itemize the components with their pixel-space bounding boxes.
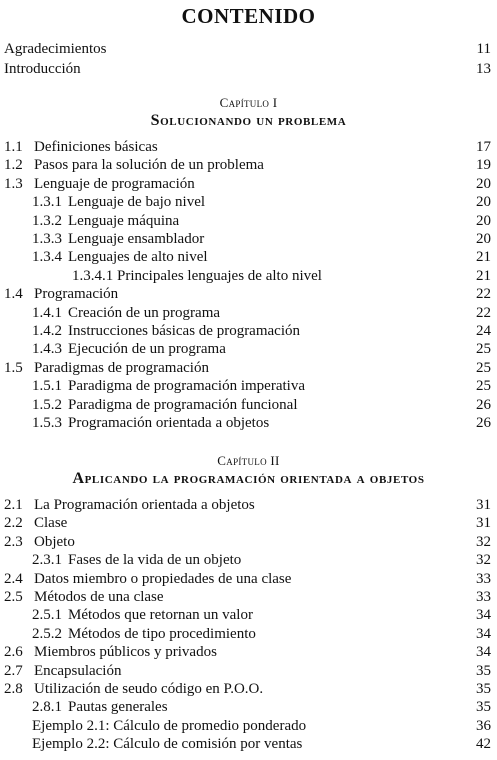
entry-page-number: 20 bbox=[476, 212, 491, 229]
entry-title: Creación de un programa bbox=[68, 304, 221, 321]
toc-entry bbox=[4, 340, 491, 358]
entry-title: Paradigma de programación imperativa bbox=[68, 378, 305, 395]
entry-title: Ejecución de un programa bbox=[68, 341, 226, 358]
entry-title: Métodos de tipo procedimiento bbox=[68, 625, 256, 642]
entry-number: 2.3 bbox=[4, 533, 23, 550]
entry-title: Ejemplo 2.1: Cálculo de promedio ponderado bbox=[32, 717, 307, 734]
entry-number: 2.3.1 bbox=[32, 552, 62, 569]
toc-entry bbox=[4, 156, 491, 174]
entry-number: 2.5.1 bbox=[32, 607, 62, 624]
toc-entry bbox=[4, 322, 491, 340]
entry-title: Programación bbox=[34, 286, 119, 303]
entry-number: 1.5 bbox=[4, 359, 23, 376]
entry-title: Clase bbox=[34, 515, 68, 532]
entry-number: 1.3 bbox=[4, 175, 23, 192]
entry-number: 2.8.1 bbox=[32, 699, 62, 716]
entry-page-number: 36 bbox=[476, 717, 491, 734]
entry-page-number: 33 bbox=[476, 589, 491, 605]
entry-page-number: 20 bbox=[476, 231, 491, 247]
entry-page-number: 31 bbox=[476, 497, 491, 513]
entry-page-number: 32 bbox=[476, 552, 491, 569]
entry-page-number: 19 bbox=[476, 157, 491, 174]
entry-title: Pautas generales bbox=[68, 699, 168, 716]
entry-title: Miembros públicos y privados bbox=[34, 644, 217, 661]
entry-title: Instrucciones básicas de programación bbox=[68, 323, 300, 339]
toc-entry bbox=[4, 496, 491, 514]
entry-title: Agradecimientos bbox=[4, 41, 107, 57]
chapter-title: Aplicando la programación orientada a objetos bbox=[72, 470, 425, 487]
front-matter-entry bbox=[4, 60, 491, 78]
entry-title: Lenguaje de bajo nivel bbox=[68, 194, 206, 211]
entry-number: 1.4.3 bbox=[32, 341, 62, 358]
toc-entry bbox=[4, 717, 491, 735]
chapter-title: Solucionando un problema bbox=[150, 112, 347, 129]
entry-page-number: 32 bbox=[476, 533, 491, 550]
entry-title: Lenguaje máquina bbox=[68, 212, 180, 229]
toc-entry bbox=[4, 735, 491, 753]
entry-page-number: 42 bbox=[476, 736, 491, 753]
toc-entry bbox=[4, 248, 491, 266]
entry-page-number: 35 bbox=[476, 699, 491, 716]
entry-page-number: 11 bbox=[476, 41, 491, 57]
entry-page-number: 34 bbox=[476, 644, 491, 661]
chapter-label: Capítulo I bbox=[219, 95, 278, 110]
entry-title: Introducción bbox=[4, 60, 81, 77]
entry-number: 1.3.4.1 bbox=[72, 267, 114, 284]
entry-number: 1.4.2 bbox=[32, 323, 62, 339]
entry-title: Métodos de una clase bbox=[34, 589, 164, 605]
toc-entry bbox=[4, 662, 491, 680]
entry-number: 2.6 bbox=[4, 644, 23, 661]
entry-number: 2.5.2 bbox=[32, 625, 62, 642]
entry-title: Pasos para la solución de un problema bbox=[34, 157, 264, 174]
toc-entry bbox=[4, 175, 491, 193]
entry-page-number: 24 bbox=[476, 323, 491, 339]
chapter-label: Capítulo II bbox=[217, 453, 280, 468]
entry-number: 2.5 bbox=[4, 589, 23, 605]
entry-number: 1.3.4 bbox=[32, 249, 62, 266]
toc-entry bbox=[4, 396, 491, 414]
toc-entry bbox=[4, 359, 491, 377]
entry-title: Objeto bbox=[34, 533, 75, 550]
toc-entry bbox=[4, 138, 491, 156]
entry-page-number: 13 bbox=[476, 60, 491, 77]
toc-entry bbox=[4, 285, 491, 303]
entry-page-number: 21 bbox=[476, 267, 491, 284]
entry-page-number: 33 bbox=[476, 570, 491, 587]
entry-title: Utilización de seudo código en P.O.O. bbox=[34, 681, 264, 697]
entry-title: Ejemplo 2.2: Cálculo de comisión por ventas bbox=[32, 736, 303, 753]
entry-title: Encapsulación bbox=[34, 662, 122, 679]
entry-page-number: 25 bbox=[476, 378, 491, 395]
toc-entry bbox=[4, 643, 491, 661]
entry-page-number: 25 bbox=[476, 341, 491, 358]
entry-number: 1.4 bbox=[4, 286, 23, 303]
entry-page-number: 34 bbox=[476, 607, 491, 624]
entry-number: 1.2 bbox=[4, 157, 23, 174]
toc-entry bbox=[4, 570, 491, 588]
toc-entry bbox=[4, 680, 491, 698]
entry-title: Lenguaje de programación bbox=[34, 175, 195, 192]
entry-title: Lenguaje ensamblador bbox=[68, 231, 205, 247]
entry-number: 1.3.3 bbox=[32, 231, 62, 247]
toc-entry bbox=[4, 606, 491, 624]
entry-number: 1.5.3 bbox=[32, 415, 62, 431]
toc-entry bbox=[4, 377, 491, 395]
entry-title: Métodos que retornan un valor bbox=[68, 607, 253, 624]
entry-page-number: 26 bbox=[476, 415, 491, 431]
entry-number: 1.5.2 bbox=[32, 396, 62, 413]
entry-number: 2.4 bbox=[4, 570, 23, 587]
entry-page-number: 20 bbox=[476, 175, 491, 192]
toc-entry bbox=[4, 698, 491, 716]
entry-number: 2.7 bbox=[4, 662, 23, 679]
entry-number: 2.1 bbox=[4, 497, 23, 513]
toc-entry bbox=[4, 267, 491, 285]
entry-title: Paradigma de programación funcional bbox=[68, 396, 298, 413]
entry-title: La Programación orientada a objetos bbox=[34, 497, 255, 513]
toc-entry bbox=[4, 551, 491, 569]
front-matter-entry bbox=[4, 40, 491, 58]
entry-number: 2.2 bbox=[4, 515, 23, 532]
page-title: CONTENIDO bbox=[181, 4, 316, 28]
entry-page-number: 35 bbox=[476, 662, 491, 679]
toc-entry bbox=[4, 212, 491, 230]
entry-title: Paradigmas de programación bbox=[34, 359, 209, 376]
toc-entry bbox=[4, 414, 491, 432]
entry-page-number: 35 bbox=[476, 681, 491, 697]
entry-page-number: 31 bbox=[476, 515, 491, 532]
entry-number: 1.5.1 bbox=[32, 378, 62, 395]
toc-entry bbox=[4, 230, 491, 248]
entry-page-number: 22 bbox=[476, 286, 491, 303]
entry-number: 2.8 bbox=[4, 681, 23, 697]
entry-page-number: 25 bbox=[476, 359, 491, 376]
entry-title: Lenguajes de alto nivel bbox=[68, 249, 208, 266]
entry-number: 1.3.2 bbox=[32, 212, 62, 229]
entry-page-number: 21 bbox=[476, 249, 491, 266]
entry-number: 1.1 bbox=[4, 139, 23, 155]
entry-title: Programación orientada a objetos bbox=[68, 415, 270, 431]
entry-title: Principales lenguajes de alto nivel bbox=[117, 267, 322, 284]
entry-page-number: 34 bbox=[476, 625, 491, 642]
entry-number: 1.4.1 bbox=[32, 304, 62, 321]
entry-number: 1.3.1 bbox=[32, 194, 62, 211]
entry-page-number: 17 bbox=[476, 139, 491, 155]
toc-entry bbox=[4, 533, 491, 551]
entry-title: Definiciones básicas bbox=[34, 139, 158, 155]
entry-page-number: 26 bbox=[476, 396, 491, 413]
toc-entry bbox=[4, 588, 491, 606]
entry-page-number: 20 bbox=[476, 194, 491, 211]
toc-entry bbox=[4, 514, 491, 532]
toc-entry bbox=[4, 304, 491, 322]
toc-entry bbox=[4, 193, 491, 211]
entry-page-number: 22 bbox=[476, 304, 491, 321]
entry-title: Datos miembro o propiedades de una clase bbox=[34, 570, 292, 587]
entry-title: Fases de la vida de un objeto bbox=[68, 552, 242, 569]
toc-entry bbox=[4, 625, 491, 643]
